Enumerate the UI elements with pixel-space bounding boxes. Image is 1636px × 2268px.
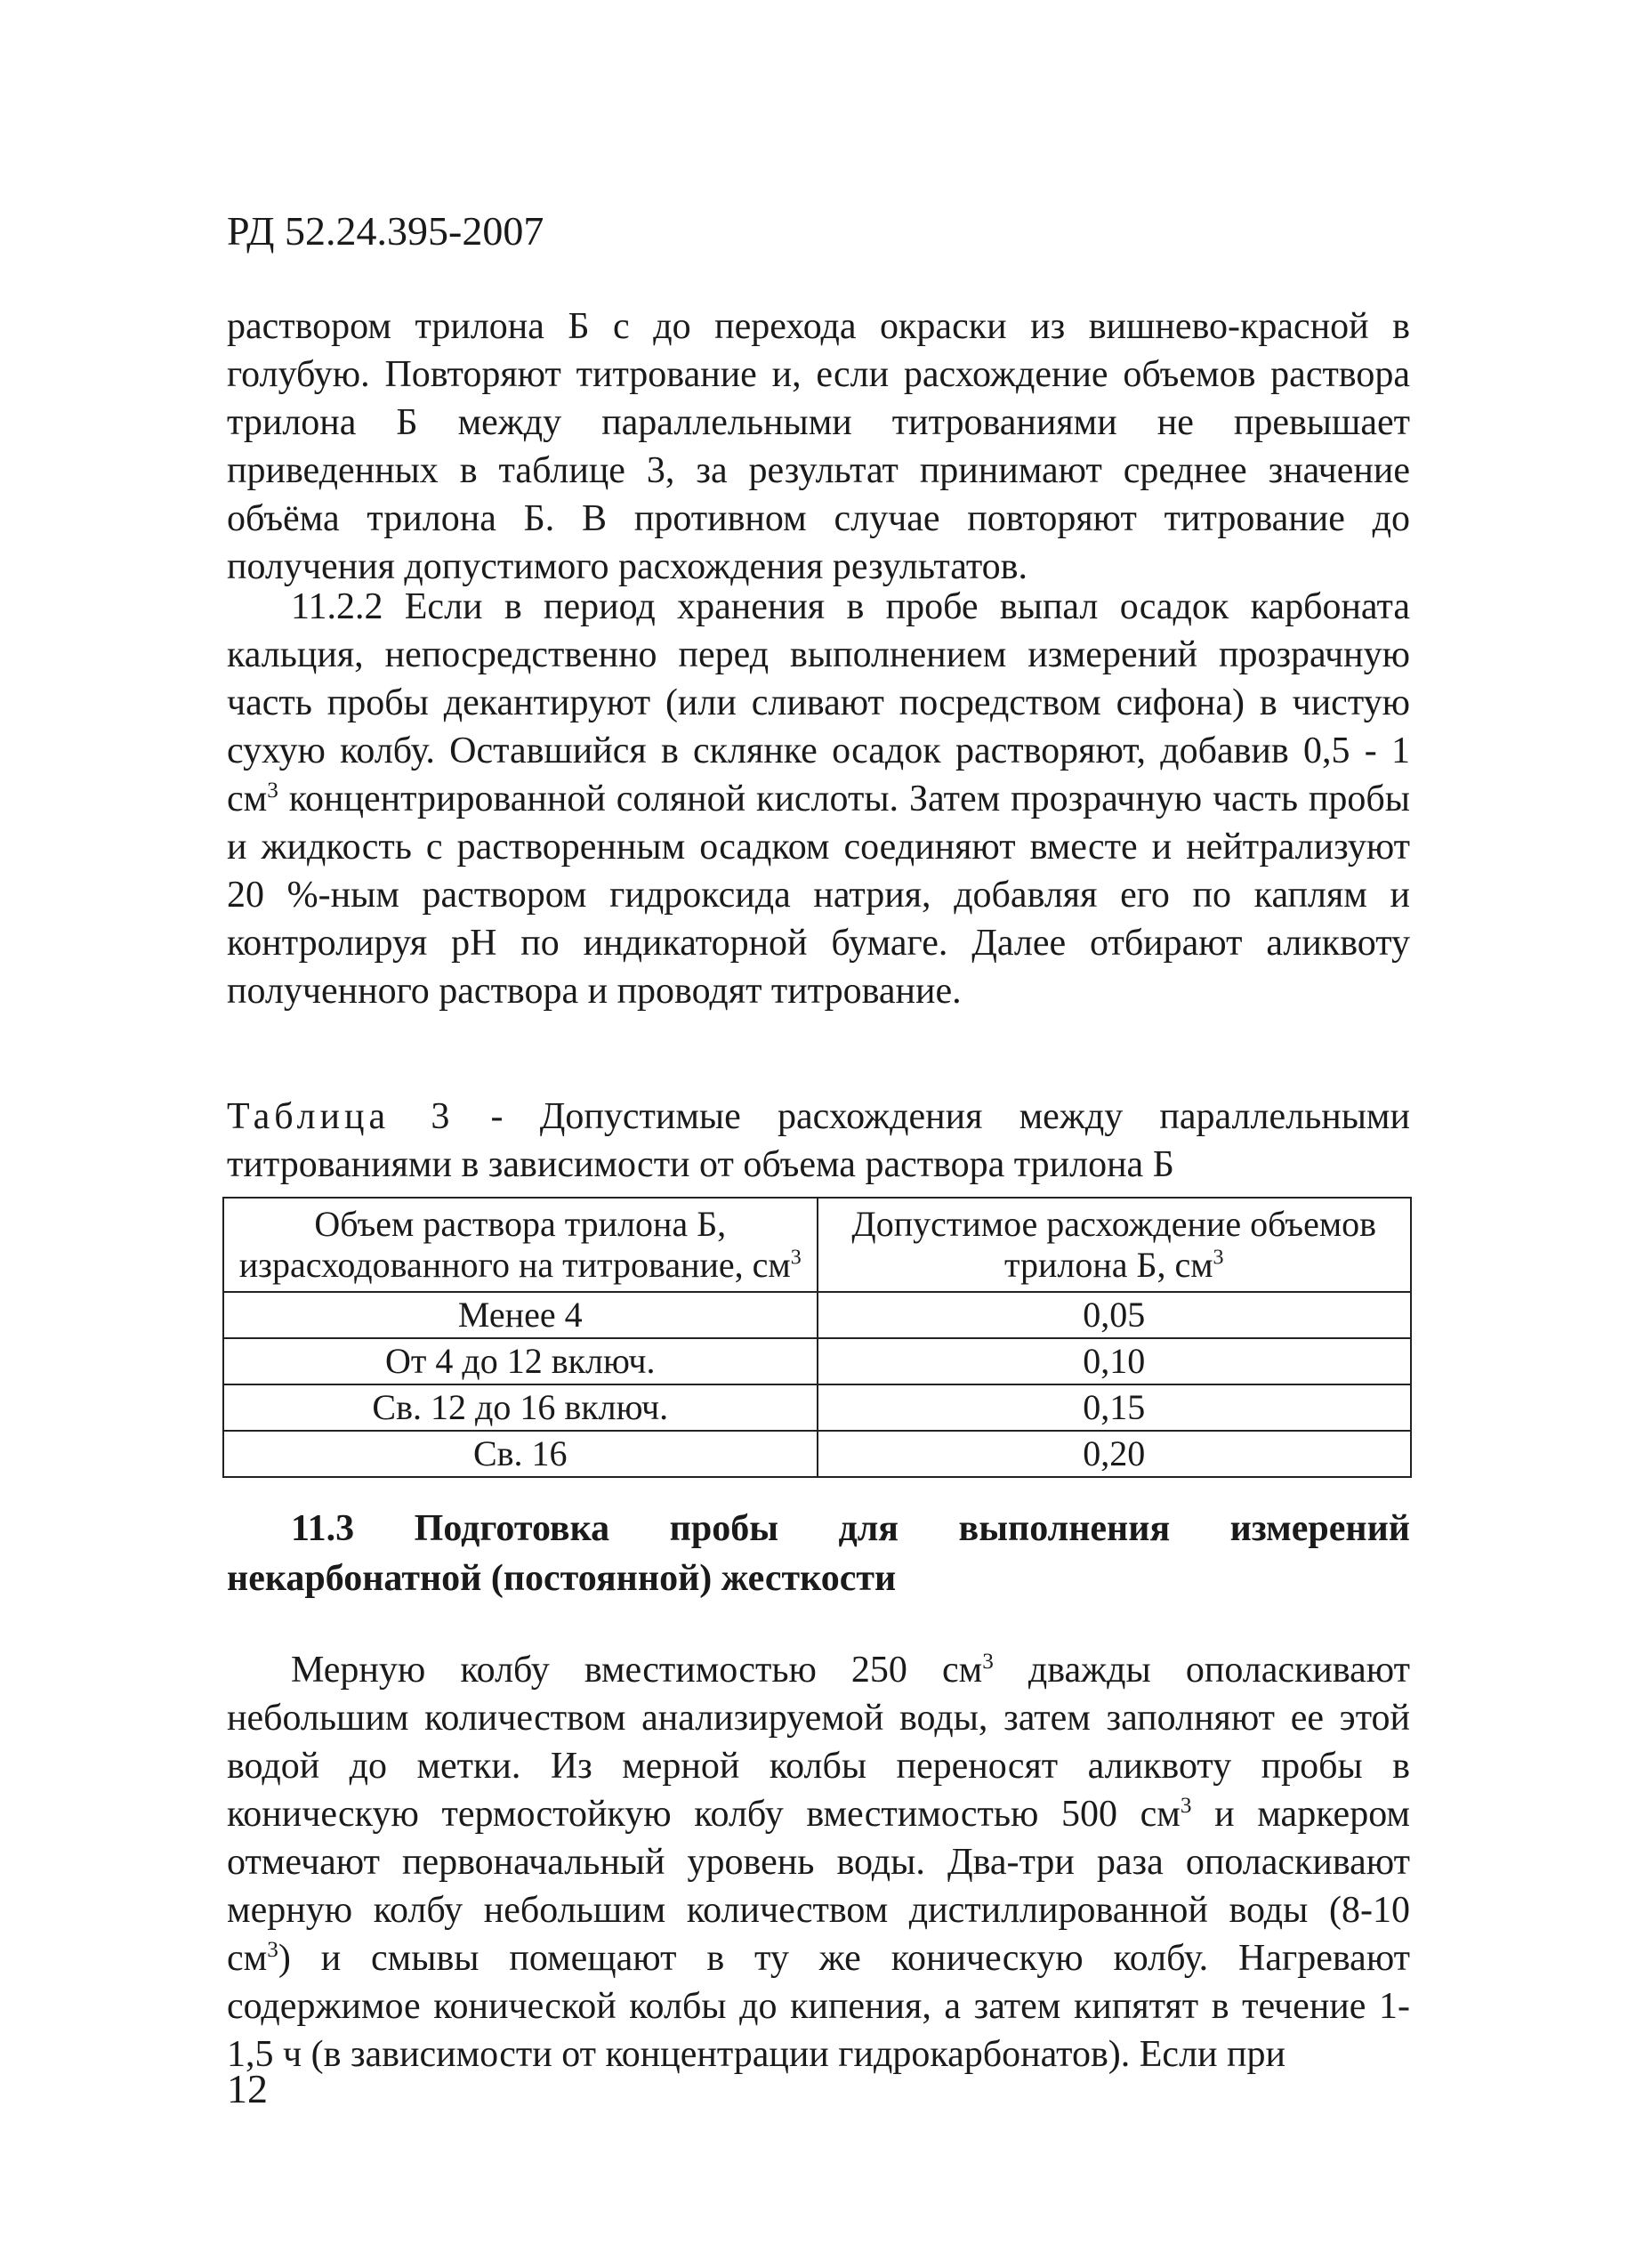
superscript: 3 [982,1650,994,1674]
document-code: РД 52.24.395-2007 [227,208,544,254]
column-header-volume: Объем раствора трилона Б, израсходованного на титрование, $см^3$ [223,1198,818,1292]
table-row [223,1338,1411,1384]
table-row [223,1431,1411,1477]
paragraph-text [227,583,1410,1015]
superscript: 3 [1213,1246,1224,1270]
cell-tolerance: 0,20 [818,1431,1412,1477]
page-number: 12 [227,2066,268,2111]
text-fragment: концентрированной соляной кислоты. Затем прозрачную часть пробы и жидкость с растворенным осадком соединяют вместе и нейтрализуют 20 %-ным раствором гидроксида натрия, добавляя его по каплям и контролируя pH по индикаторной бумаге. Далее отбирают аликвоту полученного раствора и проводят титрование. [227,779,1410,1012]
text-fragment: 11.2.2 Если в период хранения в пробе выпал осадок карбоната кальция, непосредственно перед выполнением измерений прозрачную часть пробы декантируют (или сливают посредством сифона) в чистую сухую колбу. Оставшийся в склянке осадок растворяют, добавив 0,5 - 1 см [227,586,1410,819]
cell-volume: Св. 12 до 16 включ. [223,1384,818,1431]
cell-tolerance: 0,15 [818,1384,1412,1431]
column-header-tolerance: Допустимое расхождение объемов трилона Б, $см^3$ [818,1198,1412,1292]
paragraph-text: Мерную колбу вместимостью 250 $см^3$ дважды ополаскивают небольшим количеством анализируемой воды, затем заполняют ее этой водой до метки. Из мерной колбы переносят аликвоту пробы в коническую термостойкую колбу вместимостью 500 $см^3$ и маркером отмечают первоначальный уровень воды. Два-три раза ополаскивают мерную колбу небольшим количеством дистиллированной воды (8-10 $см^3$) и смывы помещают в ту же коническую колбу. Нагревают содержимое конической колбы до кипения, а затем кипятят в течение 1-1,5 ч (в зависимости от концентрации гидрокарбонатов). Если при [227,1650,1410,2075]
cell-volume: От 4 до 12 включ. [223,1338,818,1384]
table-caption-text: - Допустимые расхождения между параллельными титрованиями в зависимости от объема раствора трилона Б [227,1096,1410,1185]
table-caption [227,1093,1410,1189]
table-row [223,1292,1411,1338]
section-heading-11-3: 11.3 Подготовка пробы для выполнения измерений некарбонатной (постоянной) жесткости [227,1508,1410,1599]
superscript: 3 [267,1938,278,1962]
superscript: 3 [267,779,278,803]
table-row [223,1384,1411,1431]
cell-tolerance: 0,10 [818,1338,1412,1384]
table-header-row [223,1198,1411,1292]
superscript: 3 [790,1246,802,1270]
paragraph-titration-continued [227,303,1410,591]
tolerance-table [222,1197,1412,1478]
superscript: 3 [1180,1794,1192,1818]
paragraph-text: раствором трилона Б с до перехода окраски из вишнево-красной в голубую. Повторяют титрование и, если расхождение объемов раствора трилона Б между параллельными титрованиями не превышает приведенных в таблице 3, за результат принимают среднее значение объёма трилона Б. В противном случае повторяют титрование до получения допустимого расхождения результатов. [227,306,1410,587]
paragraph-11-3-body [227,1646,1410,2078]
cell-tolerance: 0,05 [818,1292,1412,1338]
table-caption-label: Таблица 3 [227,1096,455,1137]
cell-volume: Св. 16 [223,1431,818,1477]
cell-volume: Менее 4 [223,1292,818,1338]
paragraph-11-2-2 [227,583,1410,1015]
